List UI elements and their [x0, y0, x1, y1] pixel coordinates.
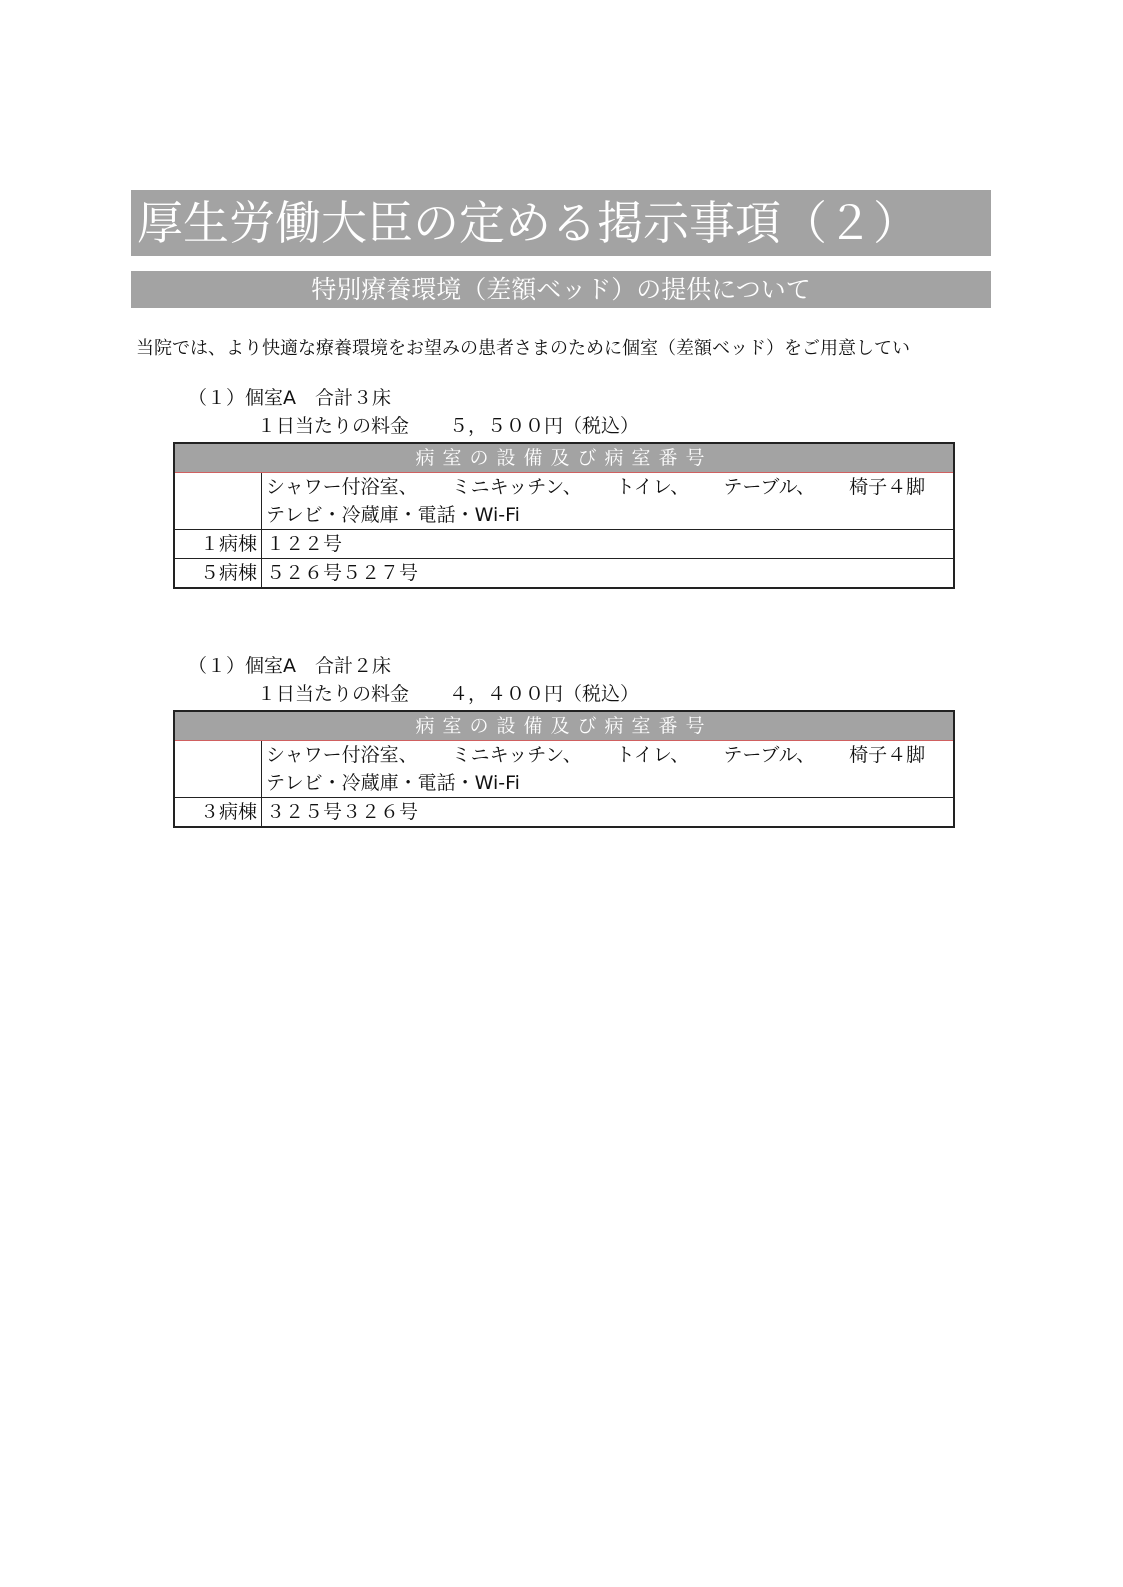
equipment-item: ミニキッチン、 — [451, 476, 582, 498]
page-subtitle: 特別療養環境（差額ベッド）の提供について — [131, 271, 991, 308]
section-price — [257, 412, 955, 440]
equipment-line-2: テレビ・冷蔵庫・電話・Wi-Fi — [262, 769, 955, 798]
table-header: 病室の設備及び病室番号 — [174, 711, 954, 741]
table-header-row — [174, 711, 954, 741]
ward-cell: １病棟 — [174, 530, 262, 559]
table-header-row — [174, 443, 954, 473]
equipment-row — [174, 741, 954, 770]
equipment-line-1 — [262, 741, 955, 770]
rooms-cell: １２２号 — [262, 530, 955, 559]
section-heading: （１）個室A 合計３床 — [188, 387, 391, 409]
rooms-cell: ３２５号３２６号 — [262, 798, 955, 828]
equipment-line-1 — [262, 473, 955, 502]
equipment-item: テーブル、 — [723, 744, 816, 766]
ward-cell: ５病棟 — [174, 559, 262, 589]
equipment-item: テーブル、 — [723, 476, 816, 498]
price-value: ４，４００円（税込） — [449, 683, 640, 705]
equipment-item: シャワー付浴室、 — [266, 744, 418, 766]
equipment-blank-cell — [174, 473, 262, 530]
table-row — [174, 559, 954, 589]
ward-cell: ３病棟 — [174, 798, 262, 828]
equipment-item: トイレ、 — [615, 744, 690, 766]
section-heading: （１）個室A 合計２床 — [188, 655, 391, 677]
room-section-2 — [173, 652, 955, 828]
equipment-row-2 — [174, 501, 954, 530]
price-label: １日当たりの料金 — [257, 683, 410, 705]
rooms-cell: ５２６号５２７号 — [262, 559, 955, 589]
page-title: 厚生労働大臣の定める掲示事項（２） — [131, 190, 991, 256]
price-value: ５，５００円（税込） — [449, 415, 640, 437]
room-section-1 — [173, 384, 955, 589]
equipment-line-2: テレビ・冷蔵庫・電話・Wi-Fi — [262, 501, 955, 530]
intro-text: 当院では、より快適な療養環境をお望みの患者さまのために個室（差額ベッド）をご用意してい — [136, 338, 910, 359]
room-table — [173, 710, 955, 828]
equipment-row-2 — [174, 769, 954, 798]
equipment-item: 椅子４脚 — [849, 476, 926, 498]
room-table — [173, 442, 955, 589]
section-price — [257, 680, 955, 708]
table-row — [174, 798, 954, 828]
equipment-item: ミニキッチン、 — [451, 744, 582, 766]
equipment-item: トイレ、 — [615, 476, 690, 498]
table-header: 病室の設備及び病室番号 — [174, 443, 954, 473]
equipment-row — [174, 473, 954, 502]
price-label: １日当たりの料金 — [257, 415, 410, 437]
equipment-item: シャワー付浴室、 — [266, 476, 418, 498]
equipment-blank-cell — [174, 741, 262, 798]
equipment-item: 椅子４脚 — [849, 744, 926, 766]
table-row — [174, 530, 954, 559]
